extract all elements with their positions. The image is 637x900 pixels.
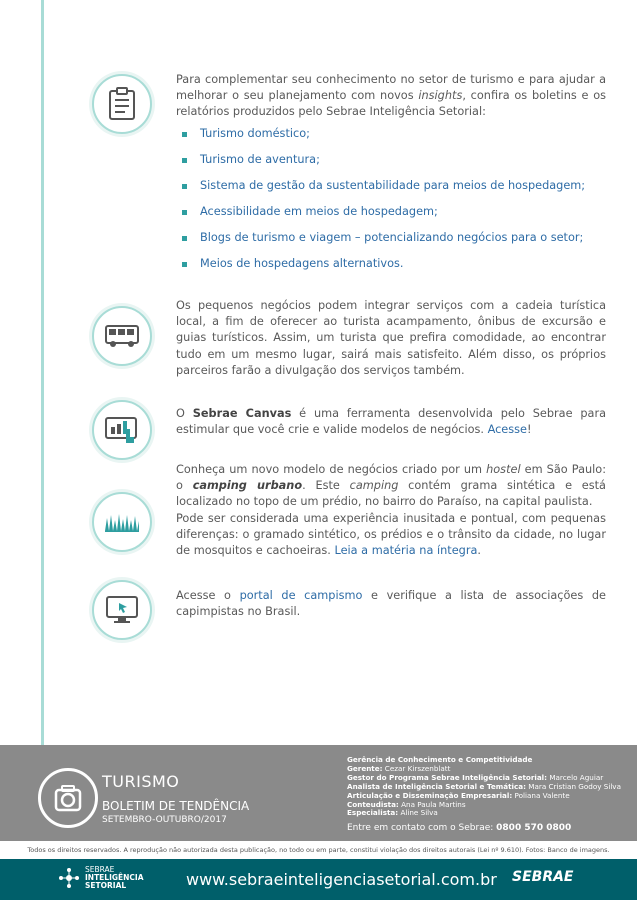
list-item[interactable]: Acessibilidade em meios de hospedagem; [182,204,585,230]
reports-intro: Para complementar seu conhecimento no setor de turismo e para ajudar a melhorar o seu planejamento com novos insights, confira os boletins e os relatórios produzidos pelo Sebrae Inteligência Setorial: [176,73,606,119]
credit-line: Analista de Inteligência Setorial e Temática: Mara Cristian Godoy Silva [347,781,621,791]
list-item[interactable]: Meios de hospedagens alternativos. [182,256,585,282]
reports-list [182,126,585,282]
bus-icon [92,306,152,366]
brand-line-2: INTELIGÊNCIA [85,873,144,882]
list-item[interactable]: Sistema de gestão da sustentabilidade para meios de hospedagem; [182,178,585,204]
brand-line-1: SEBRAE [85,865,115,874]
camping-portal-link[interactable]: portal de campismo [239,589,363,602]
sebrae-canvas-text: O Sebrae Canvas é uma ferramenta desenvolvida pelo Sebrae para estimular que você crie e valide modelos de negócios. Acesse! [176,407,607,437]
inteligencia-setorial-icon [58,867,80,889]
credit-line: Gerência de Conhecimento e Competitividade [347,755,533,764]
timeline-line [41,0,44,745]
tourism-services-text: Os pequenos negócios podem integrar serviços com a cadeia turística local, a fim de oferecer ao turista acampamento, ônibus de excursão e guias turísticos. Assim, um turista que prefira comodidade, ao encontrar tudo em um mesmo lugar, sairá mais satisfeito. Além disso, os próprios parceiros farão a divulgação dos serviços também. [176,299,606,377]
article-link[interactable]: Leia a matéria na íntegra [334,544,478,558]
camping-portal-text: Acesse o portal de campismo e verifique a lista de associações de capimpistas no Brasil. [176,589,606,619]
sebrae-logo: SEBRAE [512,869,574,885]
credit-line: Gestor do Programa Sebrae Inteligência Setorial: Marcelo Aguiar [347,772,604,782]
credit-line: Conteudista: Ana Paula Martins [347,799,466,809]
monitor-icon [92,580,152,640]
list-item[interactable]: Turismo doméstico; [182,126,585,152]
credit-line: Especialista: Aline Silva [347,808,438,818]
grass-icon [92,492,152,552]
copyright-notice: Todos os direitos reservados. A reprodução não autorizada desta publicação, no todo ou em parte, constitui violação dos direitos autorais (Lei nº 9.610). Fotos: Banco de imagens. [0,841,637,859]
urban-camping-text: Conheça um novo modelo de negócios criado por um hostel em São Paulo: o camping urbano. Este camping contém grama sintética e está localizado no topo de um prédio, no bairro do Paraíso, na capital paulista. Pode ser considerada uma experiência inusitada e pontual, com pequenas diferenças: o gramado sintético, os prédios e o trânsito da cidade, no lugar de mosquitos e cachoeiras. Leia a matéria na íntegra. [176,463,607,558]
inteligencia-setorial-logo [58,866,144,890]
contact-line: Entre em contato com o Sebrae: 0800 570 0800 [347,823,572,833]
list-item[interactable]: Turismo de aventura; [182,152,585,178]
publication-period: SETEMBRO-OUTUBRO/2017 [102,815,227,825]
website-link[interactable]: www.sebraeinteligenciasetorial.com.br [186,870,497,889]
list-item[interactable]: Blogs de turismo e viagem – potencializando negócios para o setor; [182,230,585,256]
publication-subtitle: BOLETIM DE TENDÊNCIA [102,799,250,813]
brand-line-3: SETORIAL [85,881,127,890]
publication-title: TURISMO [102,772,180,791]
clipboard-icon [92,74,152,134]
credit-line: Articulação e Disseminação Empresarial: Poliana Valente [347,790,570,800]
tablet-touch-icon [92,400,152,460]
credits [347,756,621,818]
canvas-link[interactable]: Acesse [487,423,527,437]
contact-phone[interactable]: 0800 570 0800 [496,823,572,833]
camera-logo-icon [38,768,98,828]
credit-line: Gerente: Cezar Kirszenblatt [347,763,451,773]
